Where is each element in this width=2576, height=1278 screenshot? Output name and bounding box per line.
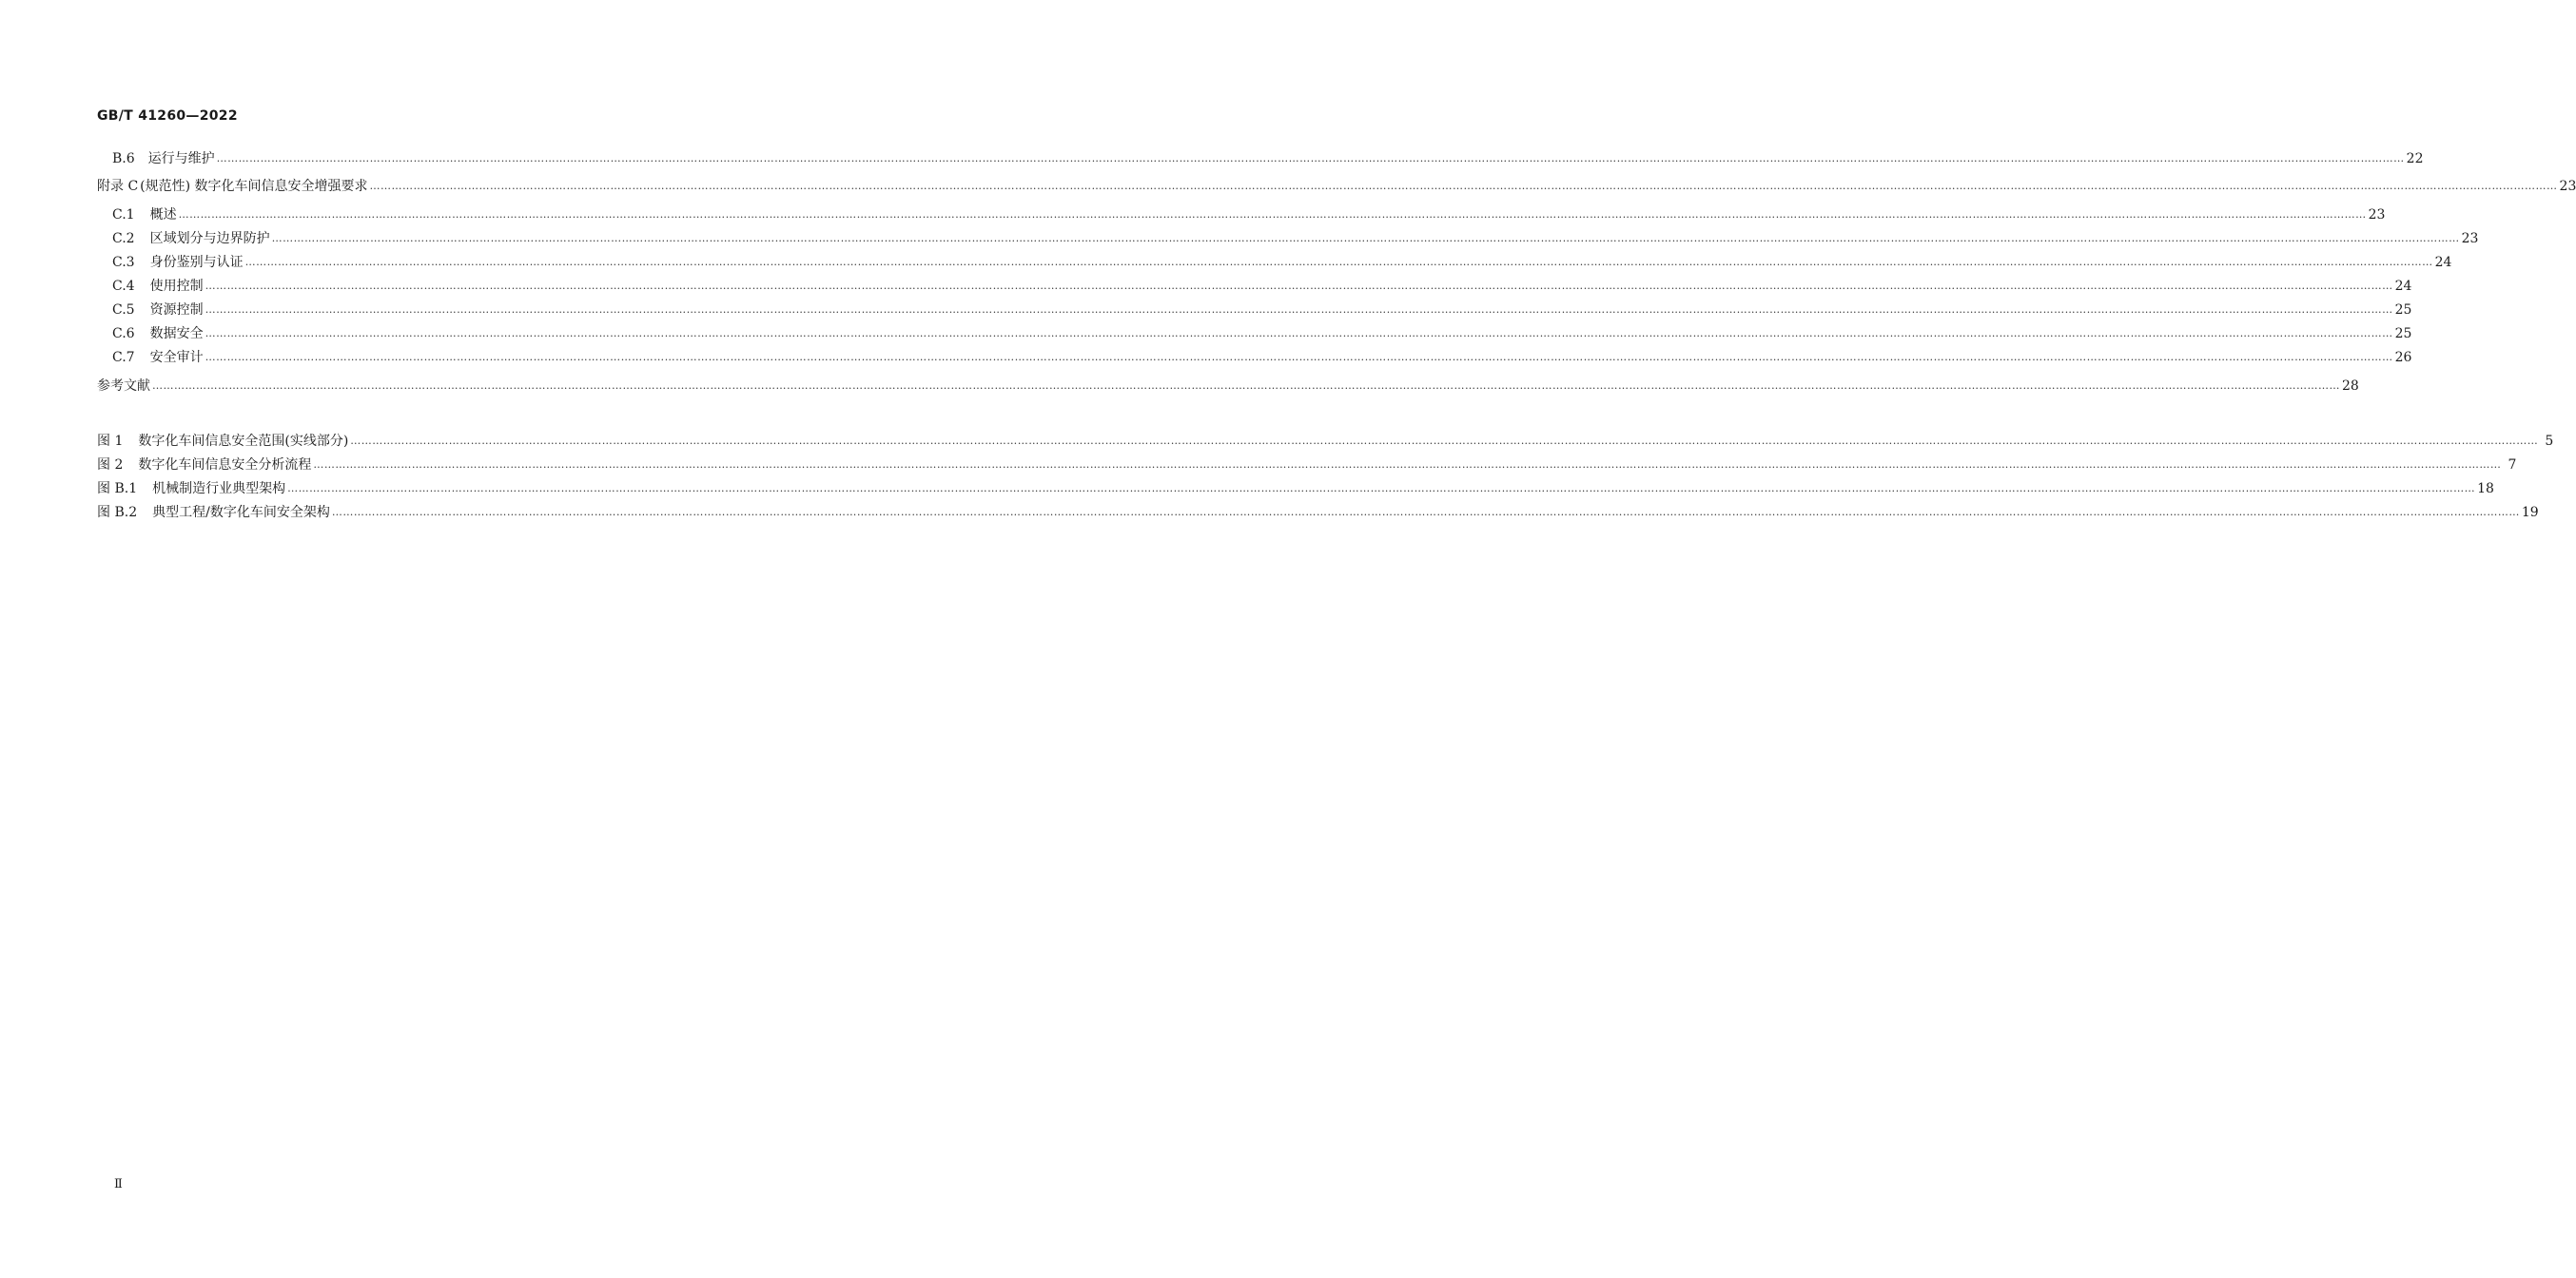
toc-entry-page: 5 [2545,434,2554,449]
toc-entry-title: 概述 [149,207,177,223]
toc-leader-dots: …………………………………………………………………………………………………………………………………………………………………………………………………………………………………………………………………………………………………………………………………………………………………………………………………………………………………………………………………………………………………………………………………………………… [205,351,2393,363]
toc-entry-page: 7 [2508,457,2517,473]
toc-entry-page: 23 [2368,207,2386,223]
toc-entry-page: 25 [2394,302,2412,318]
toc-entry[interactable] [97,455,2517,474]
toc-entry[interactable] [112,149,2424,168]
toc-entry-number: 附录 C [97,179,139,194]
toc-entry[interactable] [112,300,2412,320]
toc-leader-dots: …………………………………………………………………………………………………………………………………………………………………………………………………………………………………………………………………………………………………………………………………………………………………………………………………………………………………………………………………………………………………………………………………………………… [331,506,2520,518]
toc-entry-number: C.4 [112,279,135,294]
toc-leader-dots: …………………………………………………………………………………………………………………………………………………………………………………………………………………………………………………………………………………………………………………………………………………………………………………………………………………………………………………………………………………………………………………………………………………… [178,208,2367,221]
toc-entry-number: C.3 [112,255,135,270]
toc-entry-title: 使用控制 [149,279,204,294]
toc-entry-page: 19 [2521,505,2539,520]
toc-entry-number: 图 B.1 [97,481,138,496]
page-number: Ⅱ [114,1177,123,1191]
toc-entry[interactable] [112,348,2412,367]
toc-leader-dots: …………………………………………………………………………………………………………………………………………………………………………………………………………………………………………………………………………………………………………………………………………………………………………………………………………………………………………………………………………………………………………………………………………………… [216,152,2405,165]
toc-entry-page: 24 [2394,279,2412,294]
toc-entry[interactable] [112,253,2452,272]
toc-entry-page: 18 [2477,481,2494,496]
toc-entry-title: 安全审计 [149,350,204,365]
toc-entry-number: B.6 [112,151,135,166]
toc-entry-title: 身份鉴别与认证 [149,255,244,270]
toc-entry-number: C.2 [112,231,135,246]
toc-entry-title: 数字化车间信息安全分析流程 [138,457,312,473]
toc-entry-title: 运行与维护 [147,151,215,166]
toc-entry[interactable] [112,324,2412,343]
toc-entry-page: 23 [2461,231,2479,246]
toc-entry-number: C.6 [112,326,135,341]
toc-leader-dots: …………………………………………………………………………………………………………………………………………………………………………………………………………………………………………………………………………………………………………………………………………………………………………………………………………………………………………………………………………………………………………………………………………………… [287,482,2476,494]
toc-entry-number: C.5 [112,302,135,318]
document-code: GB/T 41260—2022 [97,108,238,124]
toc-entry-title: 典型工程/数字化车间安全架构 [152,505,330,520]
toc-leader-dots: …………………………………………………………………………………………………………………………………………………………………………………………………………………………………………………………………………………………………………………………………………………………………………………………………………………………………………………………………………………………………………………………………………………… [205,327,2393,339]
toc-leader-dots: …………………………………………………………………………………………………………………………………………………………………………………………………………………………………………………………………………………………………………………………………………………………………………………………………………………………………………………………………………………………………………………………………………………… [205,280,2393,292]
toc-entry[interactable] [112,205,2386,224]
toc-entry-title: 参考文献 [97,378,150,394]
toc-entry-title: (规范性) 数字化车间信息安全增强要求 [140,179,368,194]
toc-entry-number: 图 2 [97,457,124,473]
toc-entry[interactable] [97,479,2494,498]
toc-entry-number: C.1 [112,207,135,223]
toc-entry[interactable] [97,177,2576,196]
toc-entry[interactable] [97,503,2539,522]
toc-entry-page: 28 [2342,378,2359,394]
toc-entry[interactable] [112,229,2479,248]
toc-entry[interactable] [97,377,2359,396]
toc-leader-dots: …………………………………………………………………………………………………………………………………………………………………………………………………………………………………………………………………………………………………………………………………………………………………………………………………………………………………………………………………………………………………………………………………………………… [205,303,2393,316]
toc-leader-dots: …………………………………………………………………………………………………………………………………………………………………………………………………………………………………………………………………………………………………………………………………………………………………………………………………………………………………………………………………………………………………………………………………………………… [369,180,2558,192]
toc-entry-page: 26 [2394,350,2412,365]
toc-entry-page: 23 [2559,179,2576,194]
toc-entry-title: 机械制造行业典型架构 [152,481,286,496]
toc-entry[interactable] [97,432,2554,451]
toc-entry-page: 25 [2394,326,2412,341]
toc-leader-dots: …………………………………………………………………………………………………………………………………………………………………………………………………………………………………………………………………………………………………………………………………………………………………………………………………………………………………………………………………………………………………………………………………………………… [271,232,2460,244]
toc-leader-dots: …………………………………………………………………………………………………………………………………………………………………………………………………………………………………………………………………………………………………………………………………………………………………………………………………………………………………………………………………………………………………………………………………………………… [313,458,2502,471]
toc-entry-number: 图 B.2 [97,505,138,520]
toc-leader-dots: …………………………………………………………………………………………………………………………………………………………………………………………………………………………………………………………………………………………………………………………………………………………………………………………………………………………………………………………………………………………………………………………………………………… [350,435,2539,447]
toc-entry-page: 22 [2406,151,2424,166]
toc-entry[interactable] [112,277,2412,296]
toc-entry-title: 资源控制 [149,302,204,318]
toc-leader-dots: …………………………………………………………………………………………………………………………………………………………………………………………………………………………………………………………………………………………………………………………………………………………………………………………………………………………………………………………………………………………………………………………………………………… [152,379,2340,392]
toc-entry-page: 24 [2434,255,2452,270]
toc-leader-dots: …………………………………………………………………………………………………………………………………………………………………………………………………………………………………………………………………………………………………………………………………………………………………………………………………………………………………………………………………………………………………………………………………………………… [244,256,2433,268]
toc-entry-number: 图 1 [97,434,124,449]
toc-entry-number: C.7 [112,350,135,365]
toc-entry-title: 数据安全 [149,326,204,341]
toc-entry-title: 数字化车间信息安全范围(实线部分) [138,434,349,449]
toc-entry-title: 区域划分与边界防护 [149,231,270,246]
